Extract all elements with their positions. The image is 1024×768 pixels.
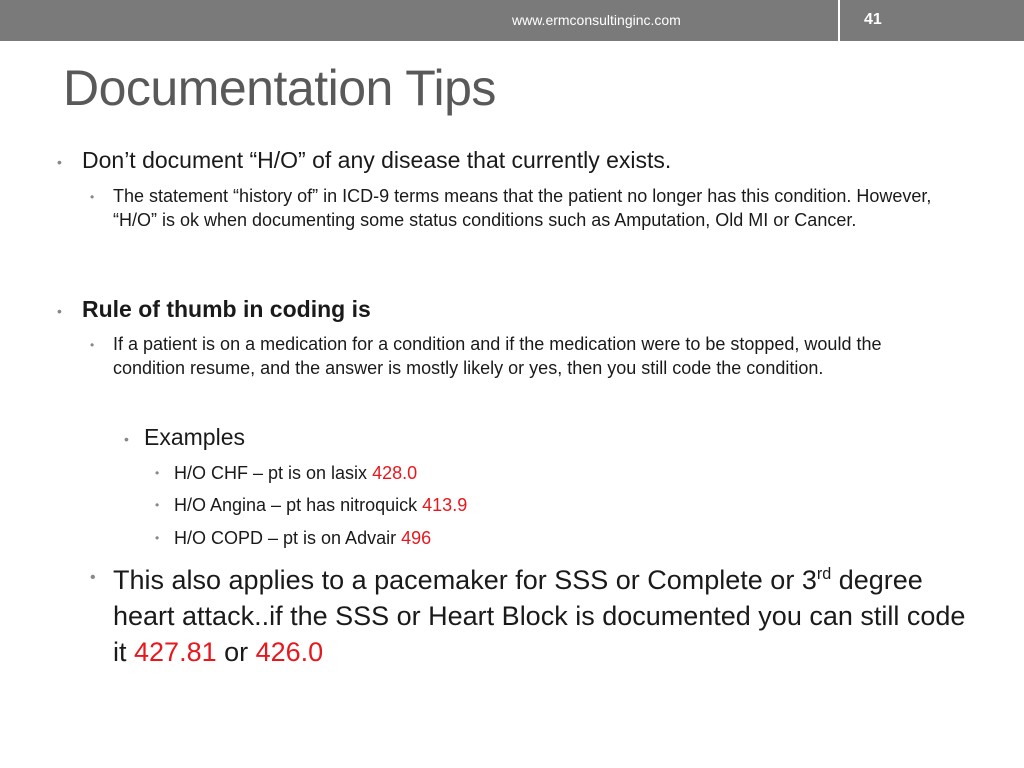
bullet-dot: •	[57, 303, 62, 319]
icd-code: 427.81	[134, 637, 217, 667]
header-bar	[0, 0, 1024, 41]
example-text: H/O COPD – pt is on Advair	[174, 528, 402, 548]
examples-heading	[124, 422, 245, 453]
bullet-dot: •	[90, 338, 95, 352]
icd-code: 413.9	[422, 495, 468, 515]
slide-number: 41	[864, 11, 882, 28]
slide-title: Documentation Tips	[63, 60, 496, 116]
bullet-dot: •	[155, 498, 160, 512]
bullet-dot: •	[90, 190, 95, 204]
icd-code: 428.0	[372, 463, 418, 483]
example-line	[174, 526, 431, 550]
bullet-2-text: Rule of thumb in coding is	[82, 296, 371, 322]
bullet-1-sub	[90, 184, 970, 233]
bullet-3	[90, 562, 990, 670]
bullet-2-sub-text: If a patient is on a medication for a condition and if the medication were to be stopped, would the condition resume, and the answer is mostly likely or yes, then you still code the condition.	[113, 334, 882, 379]
bullet-2-sub	[90, 332, 970, 381]
bullet-3-text	[113, 562, 968, 670]
header-url: www.ermconsultinginc.com	[512, 12, 681, 28]
icd-code: 496	[401, 528, 432, 548]
example-item-2	[155, 493, 467, 517]
bullet-1-sub-text: The statement “history of” in ICD-9 terms means that the patient no longer has this condition. However, “H/O” is ok when documenting some status conditions such as Amputation, Old MI or Cancer.	[113, 186, 932, 231]
bullet-dot: •	[90, 569, 96, 586]
icd-code: 426.0	[255, 637, 324, 667]
examples-label: Examples	[144, 424, 245, 450]
example-text: H/O CHF – pt is on lasix	[174, 463, 373, 483]
example-item-1	[155, 461, 417, 485]
bullet-3-part1: This also applies to a pacemaker for SSS or Complete or 3	[113, 565, 817, 595]
bullet-3-part2: degree heart attack..if the SSS or Heart Block is documented you can still code it	[113, 565, 966, 667]
bullet-1-text: Don’t document “H/O” of any disease that currently exists.	[82, 147, 672, 173]
example-line	[174, 461, 417, 485]
example-text: H/O Angina – pt has nitroquick	[174, 495, 423, 515]
bullet-1	[57, 145, 957, 176]
bullet-dot: •	[124, 431, 129, 447]
ordinal-suffix: rd	[816, 565, 832, 583]
bullet-dot: •	[155, 531, 160, 545]
bullet-3-or: or	[216, 637, 256, 667]
bullet-dot: •	[57, 154, 62, 170]
header-divider	[838, 0, 840, 41]
bullet-dot: •	[155, 466, 160, 480]
bullet-2	[57, 294, 957, 325]
example-line	[174, 493, 467, 517]
example-item-3	[155, 526, 431, 550]
